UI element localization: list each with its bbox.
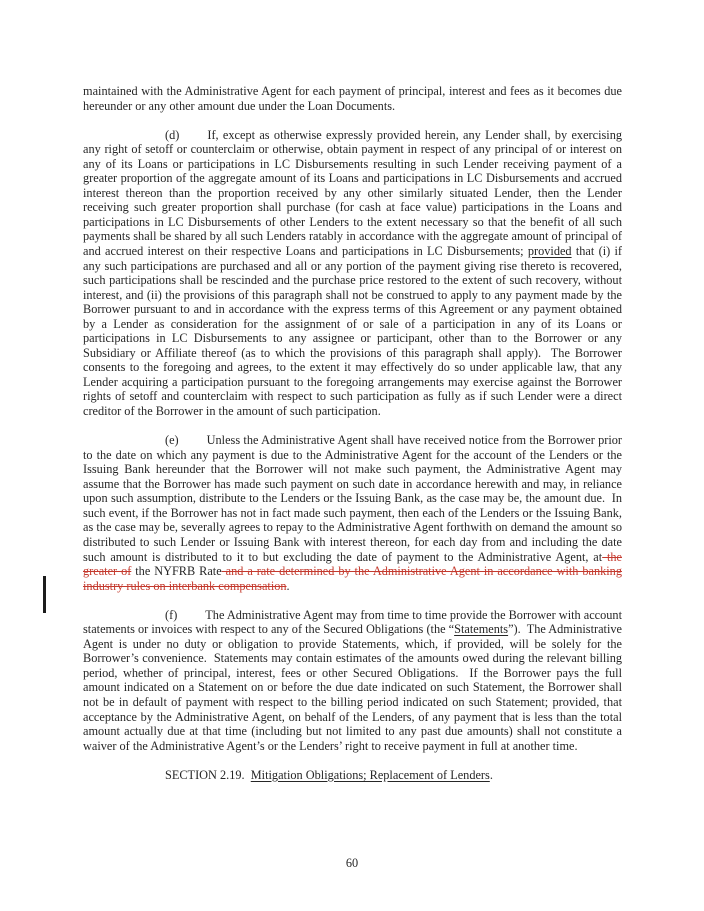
continuation-text: maintained with the Administrative Agent for each payment of principal, interest and fees as it becomes due hereunder or any other amount due under the Loan Documents. — [83, 84, 622, 113]
section-title-period: . — [489, 767, 493, 782]
clause-d-text-2: that (i) if any such participations are purchased and all or any portion of the payment giving rise thereto is recovered, such participations shall be rescinded and the purchase price restored to the extent of such recovery, without interest, and (ii) the provisions of this paragraph shall not be construed to apply to any payment made by the Borrower pursuant to and in accordance with the express terms of this Agreement or any payment obtained by a Lender as consideration for the assignment of or sale of a participation in any of its Loans or participations in LC Disbursements to any assignee or participant, other than to the Borrower or any Subsidiary or Affiliate thereof (as to which the provisions of this paragraph shall apply). The Borrower consents to the foregoing and agrees, to the extent it may effectively do so under applicable law, that any Lender acquiring a participation pursuant to the foregoing arrangements may exercise against the Borrower rights of setoff and counterclaim with respect to such participation as fully as if such Lender were a direct creditor of the Borrower in the amount of such participation. — [83, 244, 623, 419]
clause-e-text-1: Unless the Administrative Agent shall have received notice from the Borrower prior to the date on which any payment is due to the Administrative Agent for the account of the Lenders or the Issuing Bank hereunder that the Borrower will not make such payment, the Administrative Agent may assume that the Borrower has made such payment on such date in accordance herewith and may, in reliance upon such assumption, distribute to the Lenders or the Issuing Bank, as the case may be, the amount due. In such event, if the Borrower has not in fact made such payment, then each of the Lenders or the Issuing Bank, as the case may be, severally agrees to repay to the Administrative Agent forthwith on demand the amount so distributed to such Lender or Issuing Bank with interest thereon, for each day from and including the date such amount is distributed to it to but excluding the date of payment to the Administrative Agent, at — [83, 433, 622, 564]
page-number: 60 — [345, 856, 359, 870]
redline-deletion-1: the greater of — [83, 549, 622, 579]
clause-f-text-1: The Administrative Agent may from time to time provide the Borrower with account statements or invoices with respect to any of the Secured Obligations (the “ — [83, 607, 622, 637]
proviso-term-underlined: provided — [527, 244, 572, 259]
paragraph-f — [83, 608, 622, 753]
clause-d-text-1: If, except as otherwise expressly provided herein, any Lender shall, by exercising any right of setoff or counterclaim or otherwise, obtain payment in respect of any principal of or interest on any of its Loans or participations in LC Disbursements resulting in such Lender receiving payment of a greater proportion of the aggregate amount of its Loans and participations in LC Disbursements and accrued interest thereon than the proportion received by any other similarly situated Lender, then the Lender receiving such greater proportion shall purchase (for cash at face value) participations in the Loans and participations in LC Disbursements of other Lenders to the extent necessary so that the benefit of all such payments shall be shared by all such Lenders ratably in accordance with the aggregate amount of principal of and accrued interest on their respective Loans and participations in LC Disbursements; — [83, 127, 622, 259]
document-text-block — [83, 84, 622, 782]
section-title-underlined: Mitigation Obligations; Replacement of Lenders — [250, 767, 490, 782]
clause-letter-f: (f) — [165, 607, 178, 622]
clause-letter-d: (d) — [165, 127, 180, 142]
section-number: SECTION 2.19. — [165, 767, 251, 782]
defined-term-statements: Statements — [454, 622, 509, 637]
paragraph-e — [83, 433, 622, 593]
revision-change-bar — [43, 576, 46, 613]
section-heading — [83, 768, 622, 783]
clause-e-text-2: the NYFRB Rate — [131, 564, 222, 579]
clause-e-text-3: . — [286, 578, 290, 593]
paragraph-d — [83, 128, 622, 419]
clause-letter-e: (e) — [165, 433, 179, 448]
redline-deletion-2: and a rate determined by the Administrative Agent in accordance with banking industry rules on interbank compensation — [83, 564, 622, 593]
paragraph-continuation — [83, 84, 622, 113]
clause-f-text-2: ”). The Administrative Agent is under no duty or obligation to provide Statements, which, if provided, will be solely for the Borrower’s convenience. Statements may contain estimates of the amounts owed during the relevant billing period, whether of principal, interest, fees or other Secured Obligations. If the Borrower pays the full amount indicated on a Statement on or before the due date indicated on such Statement, the Borrower shall not be in default of payment with respect to the billing period indicated on such Statement; provided, that acceptance by the Administrative Agent, on behalf of the Lenders, of any payment that is less than the total amount actually due at that time (including but not limited to any past due amounts) shall not constitute a waiver of the Administrative Agent’s or the Lenders’ right to receive payment in full at another time. — [83, 622, 622, 753]
